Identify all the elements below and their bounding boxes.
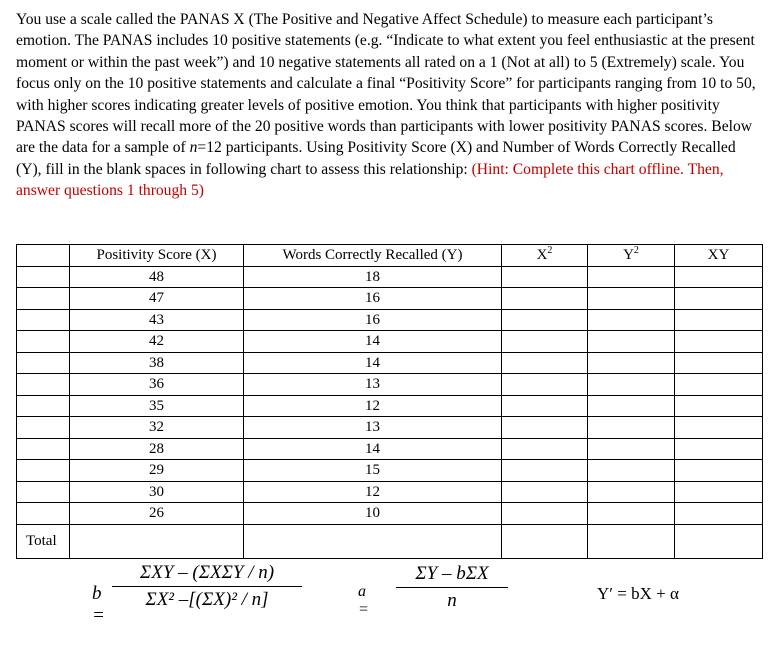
cell-x-squared [502,266,588,288]
cell-x-squared [502,460,588,482]
cell-y-squared [588,438,675,460]
b-label: b = [92,583,105,626]
cell-y-squared [588,309,675,331]
cell-y-squared [588,503,675,525]
cell-x-squared [502,395,588,417]
cell-words-recalled: 12 [244,395,502,417]
cell-xy [675,503,763,525]
cell-x-squared [502,331,588,353]
total-cell [70,524,244,558]
table-row [17,288,763,310]
cell-xy [675,309,763,331]
cell-y-squared [588,266,675,288]
cell-words-recalled: 14 [244,331,502,353]
row-blank [17,288,70,310]
table-row [17,331,763,353]
row-blank [17,266,70,288]
b-fraction-bar [112,586,302,587]
n-symbol: n [189,139,198,157]
cell-positivity-score: 38 [70,352,244,374]
cell-y-squared [588,352,675,374]
a-fraction-bar [396,587,508,588]
b-numerator: ΣXY – (ΣXΣY / n) [139,562,275,583]
paragraph-text-after-n: =12 participants. Using Positivity Score (X) and Number of Words Correctly Recalled (Y), fill in the blank spaces in following chart to assess this relationship: [16,139,736,178]
table-row [17,374,763,396]
cell-words-recalled: 18 [244,266,502,288]
cell-positivity-score: 42 [70,331,244,353]
table-row [17,309,763,331]
table-row [17,460,763,482]
row-blank [17,331,70,353]
cell-y-squared [588,288,675,310]
cell-y-squared [588,417,675,439]
a-fraction [396,563,508,612]
cell-y-squared [588,395,675,417]
header-y-squared: $Y^2$ [588,245,675,267]
total-cell [675,524,763,558]
cell-x-squared [502,288,588,310]
cell-positivity-score: 48 [70,266,244,288]
cell-xy [675,417,763,439]
a-numerator: ΣY – bΣX [415,563,489,584]
total-cell [502,524,588,558]
row-blank [17,417,70,439]
cell-words-recalled: 10 [244,503,502,525]
a-label: a = [358,583,369,618]
total-label: Total [17,524,70,558]
cell-words-recalled: 13 [244,374,502,396]
b-denominator: ΣX² –[(ΣX)² / n] [145,589,269,610]
cell-y-squared [588,331,675,353]
cell-words-recalled: 16 [244,309,502,331]
row-blank [17,395,70,417]
table-row [17,417,763,439]
header-x-squared: $X^2$ [502,245,588,267]
cell-words-recalled: 14 [244,352,502,374]
row-blank [17,374,70,396]
cell-x-squared [502,417,588,439]
cell-x-squared [502,309,588,331]
table-row [17,352,763,374]
row-blank [17,481,70,503]
cell-words-recalled: 16 [244,288,502,310]
cell-positivity-score: 43 [70,309,244,331]
cell-y-squared [588,481,675,503]
cell-words-recalled: 15 [244,460,502,482]
cell-positivity-score: 26 [70,503,244,525]
cell-x-squared [502,438,588,460]
row-blank [17,503,70,525]
cell-x-squared [502,374,588,396]
total-cell [244,524,502,558]
row-blank [17,438,70,460]
cell-positivity-score: 28 [70,438,244,460]
cell-y-squared [588,460,675,482]
cell-positivity-score: 29 [70,460,244,482]
cell-positivity-score: 47 [70,288,244,310]
instructions-paragraph [16,9,762,202]
header-positivity-score: Positivity Score (X) [70,245,244,267]
total-row [17,524,763,558]
cell-positivity-score: 35 [70,395,244,417]
cell-xy [675,374,763,396]
table-row [17,395,763,417]
row-blank [17,460,70,482]
cell-xy [675,352,763,374]
cell-xy [675,266,763,288]
header-xy: XY [675,245,763,267]
table-row [17,503,763,525]
table-row [17,438,763,460]
paragraph-text: You use a scale called the PANAS X (The Positive and Negative Affect Schedule) to measure each participant’s emotion. The PANAS includes 10 positive statements (e.g. “Indicate to what extent you feel enthusiastic at the present moment or within the past week”) and 10 negative statements all rated on a 1 (Not at all) to 5 (Extremely) scale. You focus only on the 10 positive statements and calculate a final “Positivity Score” for participants ranging from 10 to 50, with higher scores indicating greater levels of positive emotion. You think that participants with higher positivity PANAS scores will recall more of the 20 positive words than participants with lower positivity PANAS scores. Below are the data for a sample of [16,11,756,157]
regression-equation: Y′ = bX + α [597,584,679,603]
hint-text: (Hint: Complete this chart offline. Then, answer questions 1 through 5) [16,160,724,200]
a-denominator: n [447,590,457,611]
table-row [17,266,763,288]
cell-x-squared [502,503,588,525]
total-cell [588,524,675,558]
cell-y-squared [588,374,675,396]
header-words-recalled: Words Correctly Recalled (Y) [244,245,502,267]
cell-xy [675,395,763,417]
b-fraction [112,562,302,611]
table-row [17,481,763,503]
cell-words-recalled: 14 [244,438,502,460]
cell-x-squared [502,481,588,503]
data-table [16,244,763,559]
cell-positivity-score: 36 [70,374,244,396]
cell-x-squared [502,352,588,374]
cell-words-recalled: 12 [244,481,502,503]
row-blank [17,352,70,374]
cell-xy [675,438,763,460]
cell-positivity-score: 32 [70,417,244,439]
cell-xy [675,481,763,503]
cell-xy [675,460,763,482]
cell-words-recalled: 13 [244,417,502,439]
header-blank [17,245,70,267]
cell-positivity-score: 30 [70,481,244,503]
row-blank [17,309,70,331]
cell-xy [675,288,763,310]
cell-xy [675,331,763,353]
header-row [17,245,763,267]
